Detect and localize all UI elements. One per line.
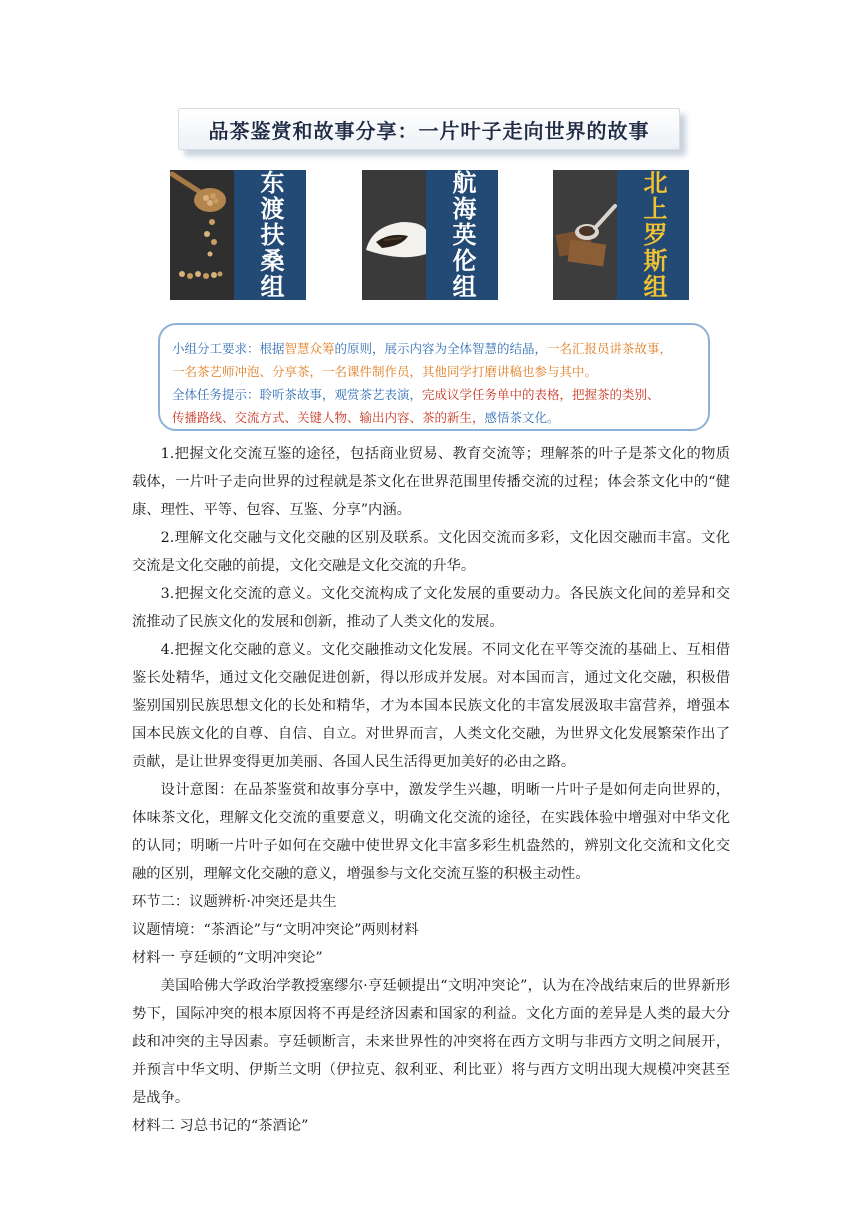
brick-tea-image (553, 170, 617, 300)
req-text: 感悟茶文化。 (484, 410, 560, 425)
material-body: 美国哈佛大学政治学教授塞缪尔·亨廷顿提出“文明冲突论”，认为在冷战结束后的世界新形势下，国际冲突的根本原因将不再是经济因素和国家的利益。文化方面的差异是人类的最大分歧和冲突的主导因素。亨廷顿断言，未来世界性的冲突将在西方文明与非西方文明之间展开，并预言中华文明、伊斯兰文明（伊拉克、叙利亚、利比亚）将与西方文明出现大规模冲突甚至是战争。 (132, 978, 730, 1106)
req-text-highlight: 一名茶艺师冲泡、分享茶，一名课件制作员， (172, 364, 423, 379)
requirements-box (158, 323, 710, 431)
group-name: 东渡扶桑组 (256, 170, 284, 300)
requirement-line (172, 360, 698, 383)
body-text (132, 440, 730, 1140)
material-title: 材料一 亨廷顿的“文明冲突论” (132, 950, 323, 966)
material-title: 材料二 习总书记的“茶酒论” (132, 1118, 309, 1134)
group-label (234, 170, 306, 300)
paragraph: 4.把握文化交融的意义。文化交融推动文化发展。不同文化在平等交流的基础上、互相借鉴长处精华，通过文化交融促进创新，得以形成并发展。对本国而言，通过文化交融，积极借鉴别国别民族思想文化的长处和精华，才为本国本民族文化的丰富发展汲取丰富营养，增强本国本民族文化的自尊、自信、自立。对世界而言，人类文化交融，为世界文化发展繁荣作出了贡献，是让世界变得更加美丽、各国人民生活得更加美好的必由之路。 (132, 642, 730, 770)
section-scenario: 议题情境：“茶酒论”与“文明冲突论”两则材料 (132, 922, 419, 938)
req-text-highlight: 智慧众筹 (284, 341, 335, 356)
req-text-emphasis: 完成议学任务单中的表格，把握茶的类别、 (422, 387, 660, 402)
requirement-line (172, 383, 698, 406)
group-name: 航海英伦组 (448, 170, 476, 300)
req-text-emphasis: 传播路线、交流方式、关键人物、输出内容、茶的新生， (172, 410, 485, 425)
tea-plate-image (362, 170, 426, 300)
paragraph: 3.把握文化交流的意义。文化交流构成了文化发展的重要动力。各民族文化间的差异和交流推动了民族文化的发展和创新，推动了人类文化的发展。 (132, 586, 730, 630)
section-heading: 环节二：议题辨析·冲突还是共生 (132, 894, 337, 910)
banner (178, 108, 680, 150)
banner-title: 品茶鉴赏和故事分享：一片叶子走向世界的故事 (208, 118, 650, 143)
group-label (617, 170, 689, 300)
req-text: 小组分工要求：根据 (172, 341, 285, 356)
paragraph: 设计意图：在品茶鉴赏和故事分享中，激发学生兴趣，明晰一片叶子是如何走向世界的，体味茶文化，理解文化交流的重要意义，明确文化交流的途径，在实践体验中增强对中华文化的认同；明晰一片叶子如何在交融中使世界文化丰富多彩生机盎然的，辨别文化交流和文化交融的区别，理解文化交融的意义，增强参与文化交流互鉴的积极主动性。 (132, 782, 730, 882)
req-text: 的原则，展示内容为全体智慧的结晶， (334, 341, 548, 356)
req-text-highlight: 其他同学打磨讲稿也参与其中。 (422, 364, 598, 379)
requirement-line (172, 406, 698, 429)
group-label (426, 170, 498, 300)
paragraph: 2.理解文化交融与文化交融的区别及联系。文化因交流而多彩，文化因交融而丰富。文化交流是文化交融的前提，文化交融是文化交流的升华。 (132, 530, 730, 574)
paragraph: 1.把握文化交流互鉴的途径，包括商业贸易、教育交流等；理解茶的叶子是茶文化的物质载体，一片叶子走向世界的过程就是茶文化在世界范围里传播交流的过程；体会茶文化中的“健康、理性、平等、包容、互鉴、分享”内涵。 (132, 446, 730, 518)
group-card-beishang (553, 170, 689, 300)
req-text-highlight: 一名汇报员讲茶故事， (547, 341, 673, 356)
req-text: 全体任务提示：聆听茶故事，观赏茶艺表演， (172, 387, 423, 402)
group-card-hanghai (362, 170, 498, 300)
requirement-line (172, 337, 698, 360)
tea-spoon-image (170, 170, 234, 300)
group-name: 北上罗斯组 (639, 170, 667, 300)
group-card-dongdu (170, 170, 306, 300)
